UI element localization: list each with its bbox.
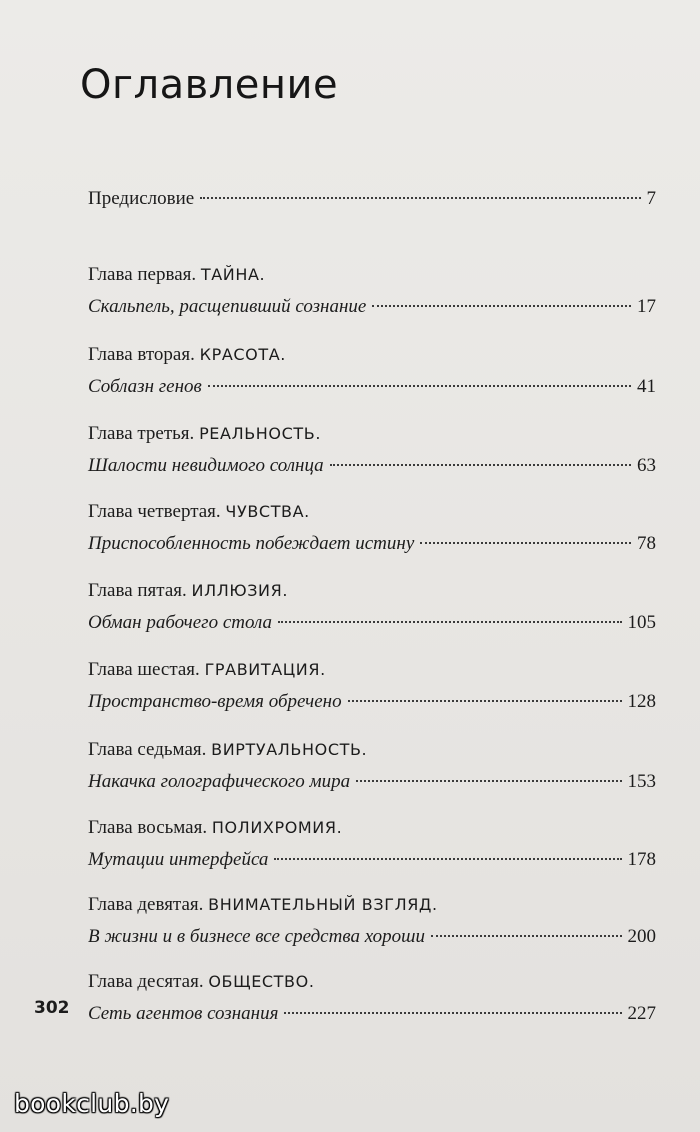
toc-line xyxy=(88,373,656,401)
toc-line xyxy=(88,1000,656,1028)
chapter-subtitle: Соблазн генов xyxy=(88,376,202,397)
page-number: 128 xyxy=(627,691,656,712)
page-number: 200 xyxy=(627,926,656,947)
chapter-subtitle: Пространство-время обречено xyxy=(88,691,342,712)
chapter-prefix: Глава десятая. xyxy=(88,971,204,992)
dot-leader xyxy=(208,385,631,387)
page-number: 227 xyxy=(627,1003,656,1024)
chapter-heading xyxy=(88,815,656,841)
dot-leader xyxy=(200,197,640,199)
chapter-prefix: Глава третья. xyxy=(88,423,195,444)
chapter-heading xyxy=(88,499,656,525)
chapter-prefix: Глава девятая. xyxy=(88,894,204,915)
toc-line xyxy=(88,530,656,558)
page-number: 41 xyxy=(637,376,656,397)
chapter-name: ТАЙНА. xyxy=(200,265,266,284)
chapter-heading xyxy=(88,342,656,368)
chapter-subtitle: Сеть агентов сознания xyxy=(88,1003,279,1024)
chapter-heading xyxy=(88,892,656,918)
toc-line xyxy=(88,768,656,796)
toc-line xyxy=(88,609,656,637)
chapter-heading xyxy=(88,737,656,763)
dot-leader xyxy=(356,780,621,782)
chapter-name: ВИРТУАЛЬНОСТЬ. xyxy=(211,740,368,759)
chapter-entry xyxy=(88,892,656,951)
chapter-entry xyxy=(88,815,656,874)
chapter-prefix: Глава вторая. xyxy=(88,344,195,365)
chapter-subtitle: Шалости невидимого солнца xyxy=(88,455,324,476)
dot-leader xyxy=(284,1012,621,1014)
watermark: bookclub.by xyxy=(14,1089,170,1118)
chapter-name: ОБЩЕСТВО. xyxy=(208,972,315,991)
toc-line xyxy=(88,846,656,874)
chapter-subtitle: Приспособленность побеждает истину xyxy=(88,533,415,554)
toc-entry-preface xyxy=(88,180,656,213)
preface-label: Предисловие xyxy=(88,188,195,209)
chapter-entry xyxy=(88,737,656,796)
chapter-subtitle: Накачка голографического мира xyxy=(88,771,351,792)
chapter-prefix: Глава пятая. xyxy=(88,580,187,601)
chapter-subtitle: Скальпель, расщепивший сознание xyxy=(88,296,367,317)
page-number: 7 xyxy=(646,188,656,209)
chapter-subtitle: Обман рабочего стола xyxy=(88,612,273,633)
chapter-name: ЧУВСТВА. xyxy=(225,502,310,521)
page-title: Оглавление xyxy=(80,62,339,108)
chapter-entry xyxy=(88,657,656,716)
chapter-prefix: Глава первая. xyxy=(88,264,197,285)
chapter-name: РЕАЛЬНОСТЬ. xyxy=(199,424,322,443)
toc-line xyxy=(88,688,656,716)
chapter-heading xyxy=(88,578,656,604)
page-number: 17 xyxy=(637,296,656,317)
page-number: 78 xyxy=(637,533,656,554)
dot-leader xyxy=(372,305,631,307)
dot-leader xyxy=(420,542,631,544)
chapter-heading xyxy=(88,657,656,683)
page-number: 178 xyxy=(627,849,656,870)
chapter-prefix: Глава четвертая. xyxy=(88,501,221,522)
chapter-entry xyxy=(88,499,656,558)
page-number: 153 xyxy=(627,771,656,792)
chapter-entry xyxy=(88,969,656,1028)
toc-line xyxy=(88,185,656,213)
chapter-name: ПОЛИХРОМИЯ. xyxy=(211,818,343,837)
chapter-entry xyxy=(88,262,656,321)
chapter-heading xyxy=(88,421,656,447)
dot-leader xyxy=(274,858,621,860)
chapter-prefix: Глава восьмая. xyxy=(88,817,208,838)
page-folio-number: 302 xyxy=(34,998,70,1018)
chapter-subtitle: Мутации интерфейса xyxy=(88,849,269,870)
toc-line xyxy=(88,293,656,321)
dot-leader xyxy=(348,700,622,702)
chapter-prefix: Глава седьмая. xyxy=(88,739,207,760)
chapter-name: ИЛЛЮЗИЯ. xyxy=(191,581,289,600)
chapter-name: КРАСОТА. xyxy=(199,345,286,364)
page-number: 63 xyxy=(637,455,656,476)
page-number: 105 xyxy=(627,612,656,633)
chapter-heading xyxy=(88,969,656,995)
chapter-name: ГРАВИТАЦИЯ. xyxy=(204,660,326,679)
chapter-entry xyxy=(88,578,656,637)
chapter-entry xyxy=(88,342,656,401)
chapter-entry xyxy=(88,421,656,480)
toc-line xyxy=(88,923,656,951)
chapter-name: ВНИМАТЕЛЬНЫЙ ВЗГЛЯД. xyxy=(208,895,438,914)
chapter-prefix: Глава шестая. xyxy=(88,659,200,680)
dot-leader xyxy=(431,935,622,937)
toc-line xyxy=(88,452,656,480)
dot-leader xyxy=(278,621,621,623)
dot-leader xyxy=(330,464,631,466)
chapter-subtitle: В жизни и в бизнесе все средства хороши xyxy=(88,926,425,947)
chapter-heading xyxy=(88,262,656,288)
